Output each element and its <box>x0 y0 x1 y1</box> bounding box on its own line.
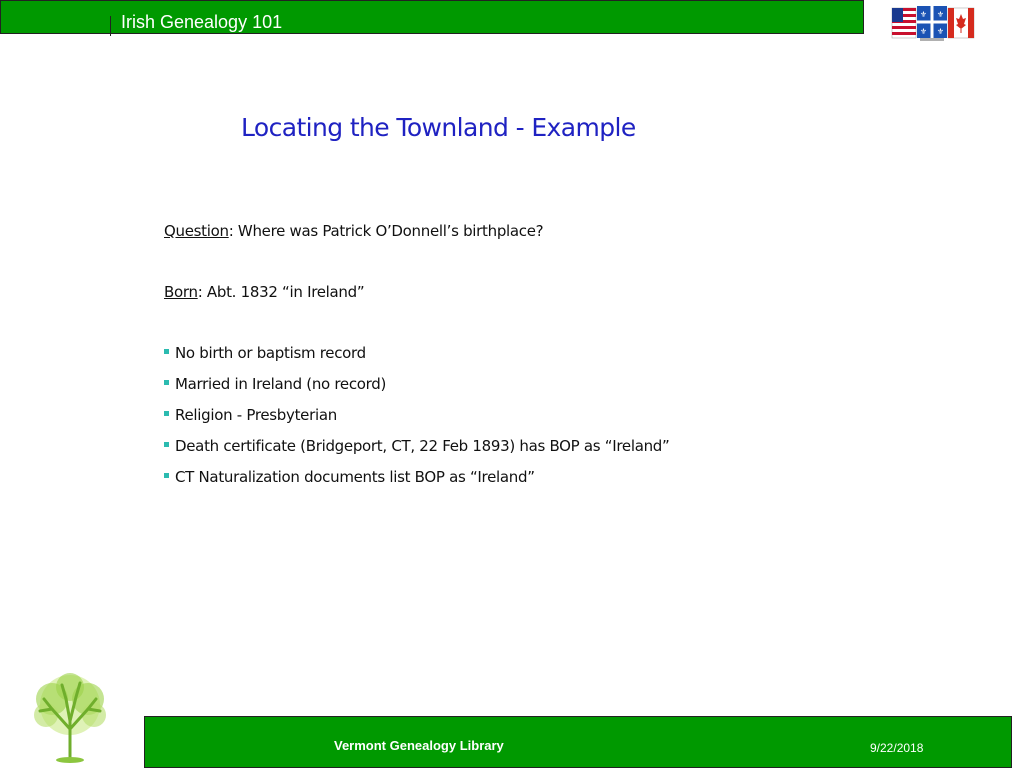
list-item: CT Naturalization documents list BOP as “Ireland” <box>164 467 670 498</box>
svg-text:⚜: ⚜ <box>936 27 945 36</box>
us-flag-icon <box>892 8 916 38</box>
footer-date: 9/22/2018 <box>870 741 924 755</box>
tree-icon <box>22 669 118 765</box>
question-text: : Where was Patrick O’Donnell’s birthplace? <box>228 222 544 240</box>
born-label: Born <box>164 283 198 301</box>
bullet-list <box>164 343 670 498</box>
question-line <box>164 221 543 241</box>
bullet-icon <box>164 411 169 416</box>
list-item: Death certificate (Bridgeport, CT, 22 Feb 1893) has BOP as “Ireland” <box>164 436 670 467</box>
quebec-flag-icon <box>917 6 947 38</box>
header-title: Irish Genealogy 101 <box>121 12 283 32</box>
flags-logo-icon <box>886 2 978 44</box>
bullet-icon <box>164 442 169 447</box>
svg-text:⚜: ⚜ <box>919 27 928 36</box>
list-item: No birth or baptism record <box>164 343 670 374</box>
slide-title: Locating the Townland - Example <box>241 113 636 142</box>
bullet-icon <box>164 349 169 354</box>
list-item: Married in Ireland (no record) <box>164 374 670 405</box>
svg-text:⚜: ⚜ <box>936 10 945 19</box>
bullet-icon <box>164 380 169 385</box>
canada-flag-icon <box>948 8 974 38</box>
question-label: Question <box>164 222 229 240</box>
footer-library: Vermont Genealogy Library <box>334 738 504 753</box>
svg-text:⚜: ⚜ <box>919 10 928 19</box>
born-text: : Abt. 1832 “in Ireland” <box>197 283 365 301</box>
born-line <box>164 282 364 302</box>
bullet-icon <box>164 473 169 478</box>
list-item: Religion - Presbyterian <box>164 405 670 436</box>
header-separator <box>110 16 111 36</box>
